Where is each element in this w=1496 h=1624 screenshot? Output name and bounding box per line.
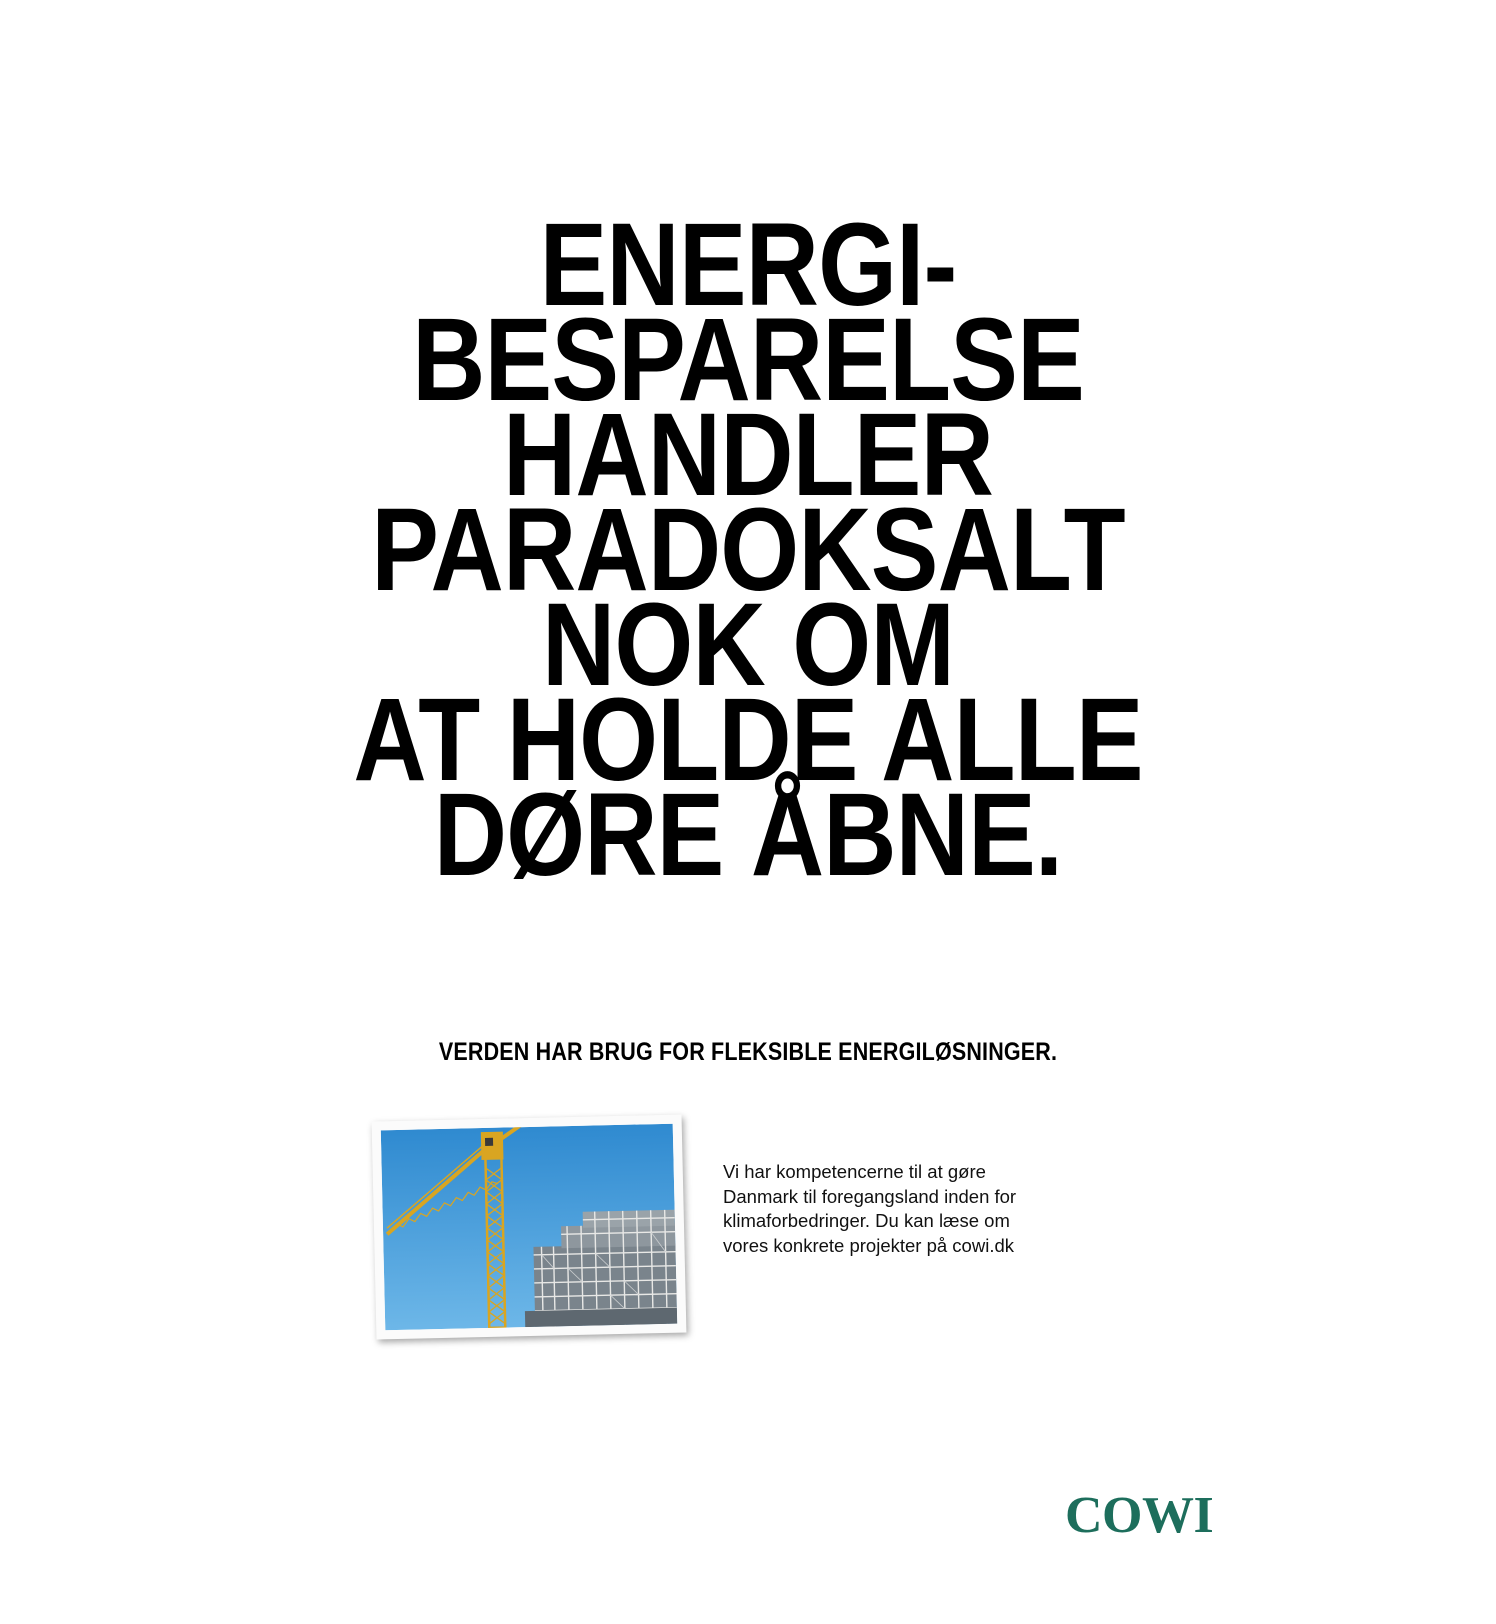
construction-crane-image [381,1124,677,1331]
body-copy-line: vores konkrete projekter på cowi.dk [723,1234,1014,1256]
body-copy-line: Danmark til foregangsland inden for [723,1185,1017,1207]
construction-photo [372,1115,687,1340]
headline-line: NOK OM [541,579,955,711]
subheadline: VERDEN HAR BRUG FOR FLEKSIBLE ENERGILØSNINGER. [438,1038,1058,1066]
headline-line: ENERGI- [539,199,957,331]
headline-line: BESPARELSE [412,294,1084,426]
body-copy-line: klimaforbedringer. Du kan læse om [723,1210,1010,1231]
headline [105,199,1392,901]
headline-line: DØRE ÅBNE. [433,769,1063,901]
body-copy [723,1160,1103,1258]
body-copy-line: Vi har kompetencerne til at gøre [723,1161,986,1182]
headline-line: AT HOLDE ALLE [353,674,1143,806]
cowi-logo: COWI [1065,1487,1214,1544]
headline-line: HANDLER [502,389,994,521]
headline-line: PARADOKSALT [371,484,1125,616]
